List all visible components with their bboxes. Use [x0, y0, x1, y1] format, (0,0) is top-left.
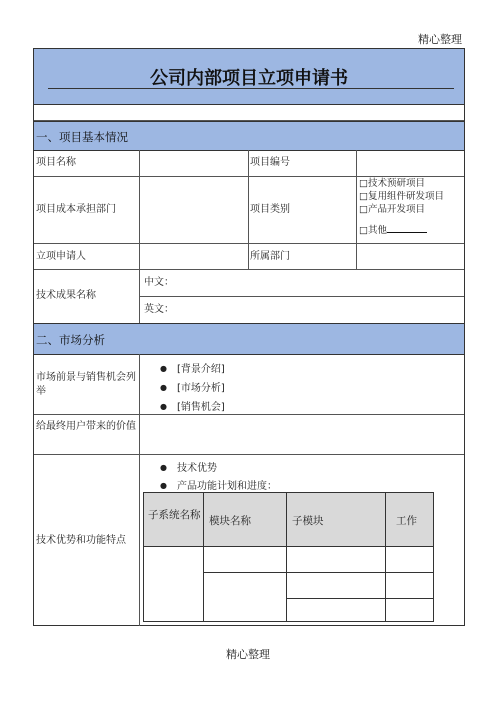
plan-table-col-line — [203, 492, 204, 622]
header-note: 精心整理 — [418, 33, 462, 46]
value-label: 给最终用户带来的价值 — [36, 421, 136, 432]
advantage-item: ● 产品功能计划和进度： — [160, 477, 277, 492]
plan-header-subsystem: 子系统名称 — [148, 509, 201, 521]
category-option-product[interactable]: □产品开发项目 — [359, 204, 425, 215]
cost-dept-label: 项目成本承担部门 — [36, 204, 116, 215]
row-divider — [34, 176, 464, 177]
plan-table-row-line — [287, 598, 434, 599]
row-divider — [34, 269, 464, 270]
plan-table-col-line — [385, 492, 386, 622]
project-no-field[interactable] — [357, 151, 464, 176]
col-divider — [248, 150, 249, 270]
result-en-field[interactable] — [180, 298, 462, 322]
title-underline — [48, 88, 454, 89]
result-cn-label: 中文： — [144, 277, 174, 288]
prospect-item: ● [市场分析] — [160, 379, 225, 394]
value-field[interactable] — [140, 415, 464, 454]
plan-table-row-line — [143, 546, 434, 547]
plan-header-submodule: 子模块 — [292, 515, 324, 527]
footer-note: 精心整理 — [226, 648, 270, 661]
category-option-component[interactable]: □复用组件研发项目 — [359, 191, 444, 202]
section-1-heading: 一、项目基本情况 — [36, 130, 128, 144]
plan-header-work: 工作 — [396, 515, 417, 527]
project-name-field[interactable] — [140, 151, 248, 176]
category-label: 项目类别 — [250, 204, 290, 215]
other-blank-line[interactable] — [387, 223, 427, 233]
category-option-other-label: □其他 — [359, 225, 387, 236]
category-option-other[interactable] — [359, 223, 427, 238]
prospect-item: ● [背景介绍] — [160, 360, 225, 375]
section-2-heading: 二、市场分析 — [36, 333, 105, 347]
project-no-label: 项目编号 — [250, 157, 290, 168]
applicant-label: 立项申请人 — [36, 251, 86, 262]
result-name-label: 技术成果名称 — [36, 290, 96, 301]
page-title: 公司内部项目立项申请书 — [150, 68, 348, 89]
plan-table-col-line — [286, 492, 287, 622]
prospect-item: ● [销售机会] — [160, 398, 225, 413]
project-name-label: 项目名称 — [36, 157, 76, 168]
plan-header-module: 模块名称 — [209, 515, 251, 527]
cost-dept-field[interactable] — [140, 177, 248, 243]
result-cn-field[interactable] — [180, 271, 462, 295]
dept-field[interactable] — [357, 244, 464, 269]
dept-label: 所属部门 — [250, 251, 290, 262]
plan-table-row-line — [204, 572, 434, 573]
advantage-label: 技术优势和功能特点 — [36, 535, 126, 546]
advantage-item: ● 技术优势 — [160, 459, 217, 474]
applicant-field[interactable] — [140, 244, 248, 269]
prospect-label: 市场前景与销售机会列举 — [36, 372, 136, 397]
col-divider — [139, 354, 140, 626]
row-divider — [139, 296, 464, 297]
row-divider — [34, 454, 464, 455]
category-option-tech[interactable]: □技术预研项目 — [359, 178, 425, 189]
result-en-label: 英文： — [144, 304, 174, 315]
